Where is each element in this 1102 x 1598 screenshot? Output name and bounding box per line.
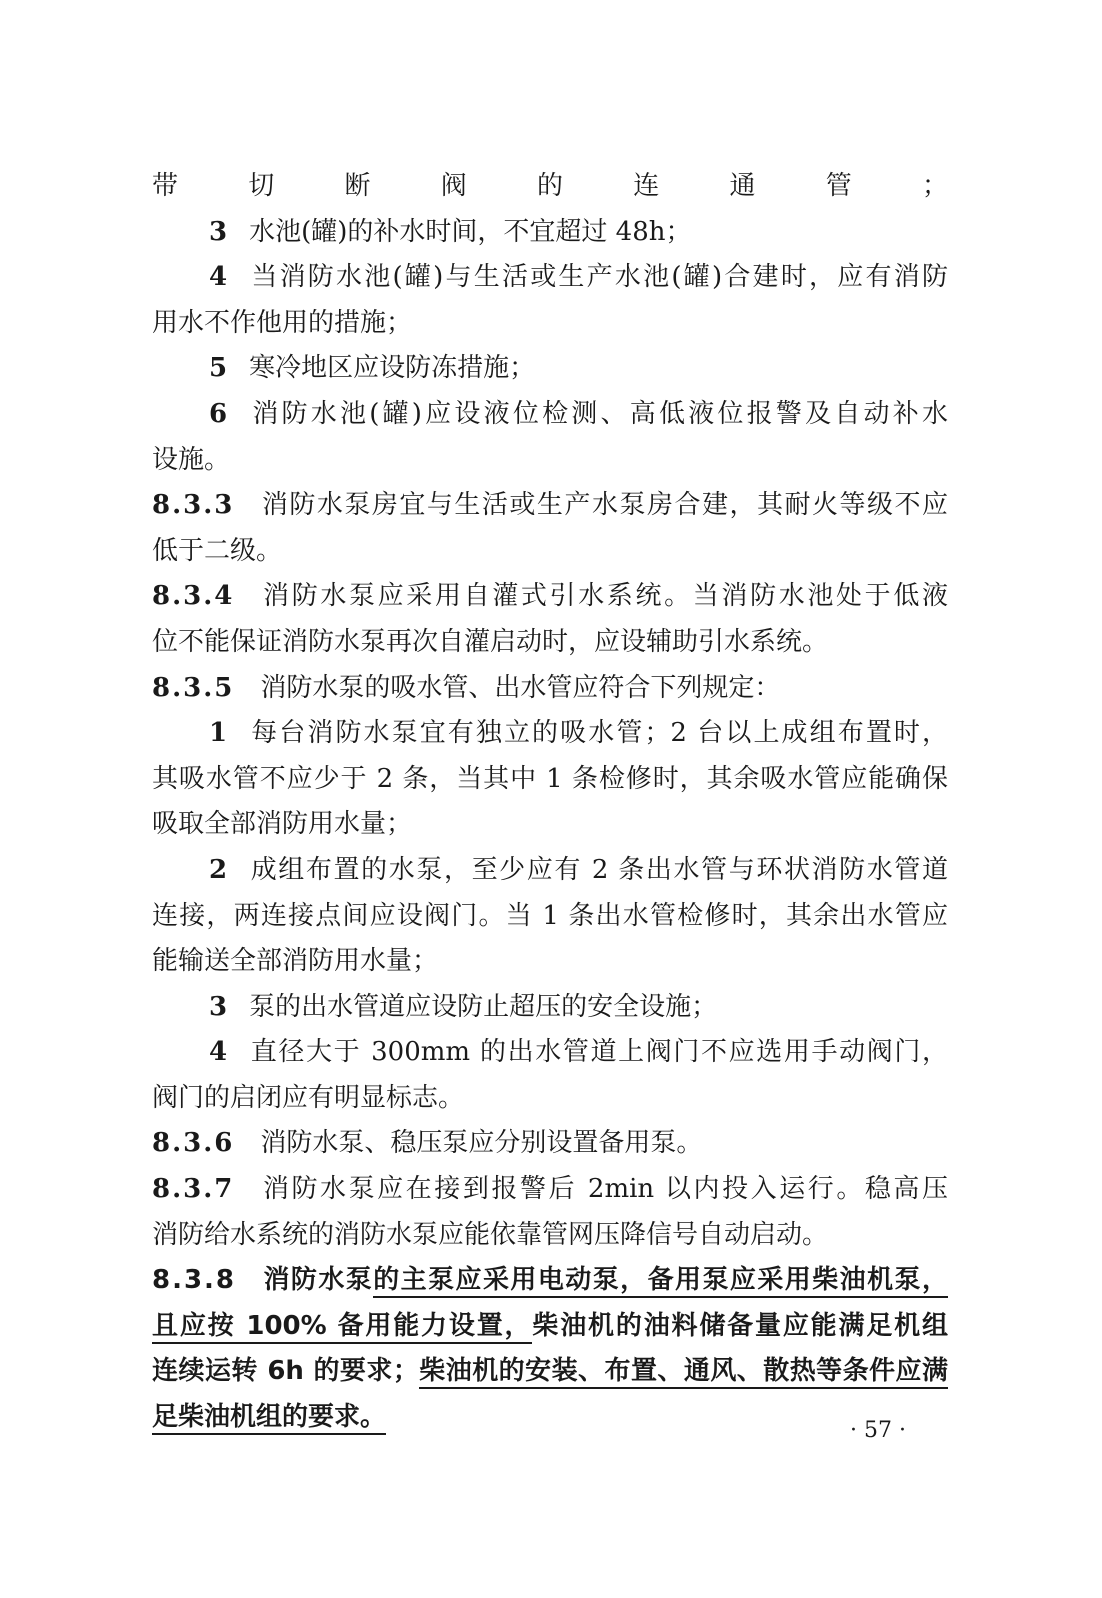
text: 吸取全部消防用水量； — [152, 809, 413, 840]
text-line — [152, 438, 948, 484]
text: 当消防水池(罐)与生活或生产水池(罐)合建时，应有消防 — [249, 262, 948, 293]
list-item — [152, 392, 948, 438]
text: 其吸水管不应少于 2 条，当其中 1 条检修时，其余吸水管应能确保 — [152, 763, 948, 794]
text: 低于二级。 — [152, 535, 283, 566]
text: 消防水泵的吸水管、出水管应符合下列规定： — [260, 672, 781, 703]
text: 寒冷地区应设防冻措施； — [249, 353, 536, 384]
text: 直径大于 300mm 的出水管道上阀门不应选用手动阀门， — [249, 1037, 948, 1068]
list-item — [152, 346, 948, 392]
list-item — [152, 1030, 948, 1076]
text: 连接，两连接点间应设阀门。当 1 条出水管检修时，其余出水管应 — [152, 900, 948, 931]
text-line — [152, 939, 948, 985]
underlined-text: 且应按 100% 备用能力设置， — [152, 1311, 532, 1344]
text: 能输送全部消防用水量； — [152, 946, 439, 977]
text: 消防水泵、稳压泵应分别设置备用泵。 — [260, 1128, 703, 1159]
text: 消防水泵应采用自灌式引水系统。当消防水池处于低液 — [260, 581, 948, 612]
underlined-text: 足柴油机组的要求。 — [152, 1402, 386, 1435]
page-number: · 57 · — [850, 1418, 906, 1443]
text-line — [152, 620, 948, 666]
text-line — [152, 757, 948, 803]
clause-number: 8.3.8 — [152, 1265, 237, 1296]
item-number: 6 — [209, 398, 228, 429]
underlined-text: 柴油机的安装、布置、通风、散热等条件应满 — [419, 1356, 948, 1389]
item-number: 4 — [209, 1037, 228, 1068]
text-line — [152, 1213, 948, 1259]
clause-8-3-7 — [152, 1167, 948, 1213]
clause-number: 8.3.7 — [152, 1174, 235, 1205]
text: 用水不作他用的措施； — [152, 307, 413, 338]
list-item — [152, 985, 948, 1031]
item-number: 5 — [209, 353, 228, 384]
clause-8-3-5 — [152, 666, 948, 712]
list-item — [152, 848, 948, 894]
list-item — [152, 210, 948, 256]
text: 消防给水系统的消防水泵应能依靠管网压降信号自动启动。 — [152, 1219, 829, 1250]
item-number: 2 — [209, 854, 228, 885]
text: 连续运转 6h 的要求； — [152, 1356, 419, 1387]
clause-8-3-3 — [152, 483, 948, 529]
item-number: 3 — [209, 216, 228, 247]
text: 消防水泵应在接到报警后 2min 以内投入运行。稳高压 — [260, 1174, 948, 1205]
text: 位不能保证消防水泵再次自灌启动时，应设辅助引水系统。 — [152, 626, 829, 657]
body-text — [152, 164, 948, 1441]
item-number: 1 — [209, 718, 228, 749]
text: 消防水池(罐)应设液位检测、高低液位报警及自动补水 — [249, 398, 948, 429]
clause-number: 8.3.6 — [152, 1128, 235, 1159]
item-number: 3 — [209, 991, 228, 1022]
text-line — [152, 164, 948, 210]
clause-number: 8.3.5 — [152, 672, 235, 703]
clause-8-3-6 — [152, 1121, 948, 1167]
text: 消防水泵 — [262, 1265, 374, 1296]
list-item — [152, 255, 948, 301]
text: 成组布置的水泵，至少应有 2 条出水管与环状消防水管道 — [249, 854, 948, 885]
clause-number: 8.3.4 — [152, 581, 235, 612]
text-line — [152, 802, 948, 848]
text: 每台消防水泵宜有独立的吸水管；2 台以上成组布置时， — [249, 718, 948, 749]
text-line — [152, 529, 948, 575]
clause-8-3-8 — [152, 1258, 948, 1304]
list-item — [152, 711, 948, 757]
item-number: 4 — [209, 262, 228, 293]
clause-8-3-4 — [152, 574, 948, 620]
text-line — [152, 1349, 948, 1395]
text-line — [152, 1304, 948, 1350]
text: 泵的出水管道应设防止超压的安全设施； — [249, 991, 718, 1022]
text-line — [152, 301, 948, 347]
text: 带切断阀的连通管； — [152, 171, 948, 201]
clause-number: 8.3.3 — [152, 490, 235, 521]
text: 柴油机的油料储备量应能满足机组 — [532, 1310, 948, 1341]
text-line — [152, 1076, 948, 1122]
underlined-text: 的主泵应采用电动泵，备用泵应采用柴油机泵， — [373, 1265, 948, 1298]
text-line — [152, 1395, 948, 1441]
text: 水池(罐)的补水时间，不宜超过 48h； — [249, 216, 692, 247]
text: 消防水泵房宜与生活或生产水泵房合建，其耐火等级不应 — [260, 490, 948, 521]
text: 阀门的启闭应有明显标志。 — [152, 1082, 465, 1113]
text-line — [152, 894, 948, 940]
text: 设施。 — [152, 444, 231, 475]
